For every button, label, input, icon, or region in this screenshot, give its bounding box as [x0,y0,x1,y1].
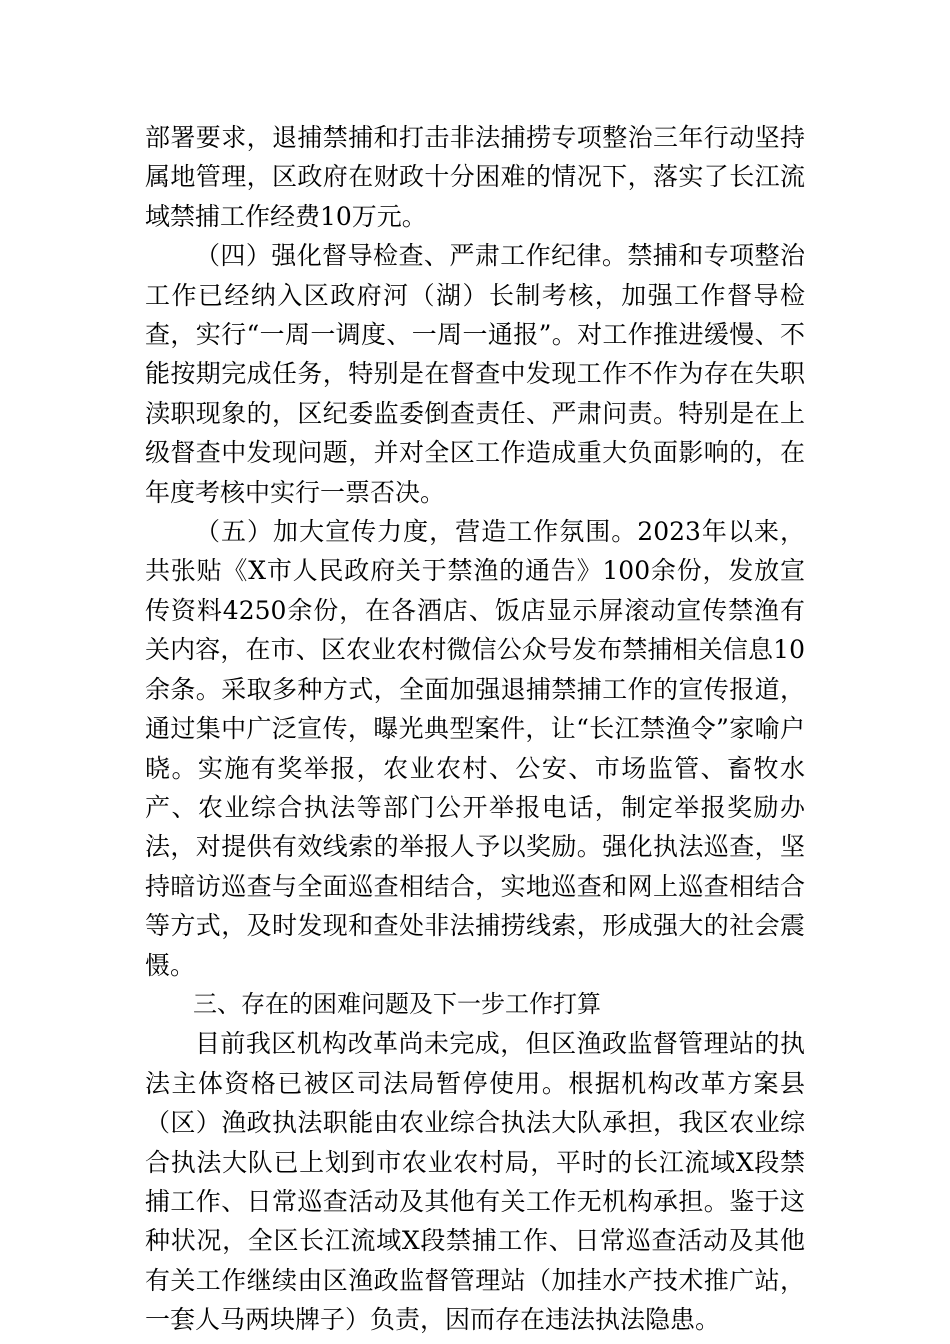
section-heading-3: 三、存在的困难问题及下一步工作打算 [193,989,601,1018]
section-5-lead: （五）加大宣传力度，营造工作氛围。 [195,517,638,547]
document-body [145,118,805,1340]
section-5-body: 2023年以来，共张贴《X市人民政府关于禁渔的通告》100余份，发放宣传资料4250余份，在各酒店、饭店显示屏滚动宣传禁渔有关内容，在市、区农业农村微信公众号发布禁捕相关信息10余条。采取多种方式，全面加强退捕禁捕工作的宣传报道，通过集中广泛宣传，曝光典型案件，让“长江禁渔令”家喻户晓。实施有奖举报，农业农村、公安、市场监管、畜牧水产、农业综合执法等部门公开举报电话，制定举报奖励办法，对提供有效线索的举报人予以奖励。强化执法巡查，坚持暗访巡查与全面巡查相结合，实地巡查和网上巡查相结合等方式，及时发现和查处非法捕捞线索，形成强大的社会震慑。 [145,517,805,980]
paragraph-continuation: 部署要求，退捕禁捕和打击非法捕捞专项整治三年行动坚持属地管理，区政府在财政十分困难的情况下，落实了长江流域禁捕工作经费10万元。 [145,123,805,231]
section-4-lead: （四）强化督导检查、严肃工作纪律。 [195,241,628,271]
paragraph-section-5 [145,512,805,985]
paragraph-section-4 [145,236,805,512]
paragraph-final: 目前我区机构改革尚未完成，但区渔政监督管理站的执法主体资格已被区司法局暂停使用。根据机构改革方案县（区）渔政执法职能由农业综合执法大队承担，我区农业综合执法大队已上划到市农业农村局，平时的长江流域X段禁捕工作、日常巡查活动及其他有关工作无机构承担。鉴于这种状况，全区长江流域X段禁捕工作、日常巡查活动及其他有关工作继续由区渔政监督管理站（加挂水产技术推广站，一套人马两块牌子）负责，因而存在违法执法隐患。 [145,1029,805,1335]
section-4-body: 禁捕和专项整治工作已经纳入区政府河（湖）长制考核，加强工作督导检查，实行“一周一调度、一周一通报”。对工作推进缓慢、不能按期完成任务，特别是在督查中发现工作不作为存在失职渎职现象的，区纪委监委倒查责任、严肃问责。特别是在上级督查中发现问题，并对全区工作造成重大负面影响的，在年度考核中实行一票否决。 [145,241,805,507]
